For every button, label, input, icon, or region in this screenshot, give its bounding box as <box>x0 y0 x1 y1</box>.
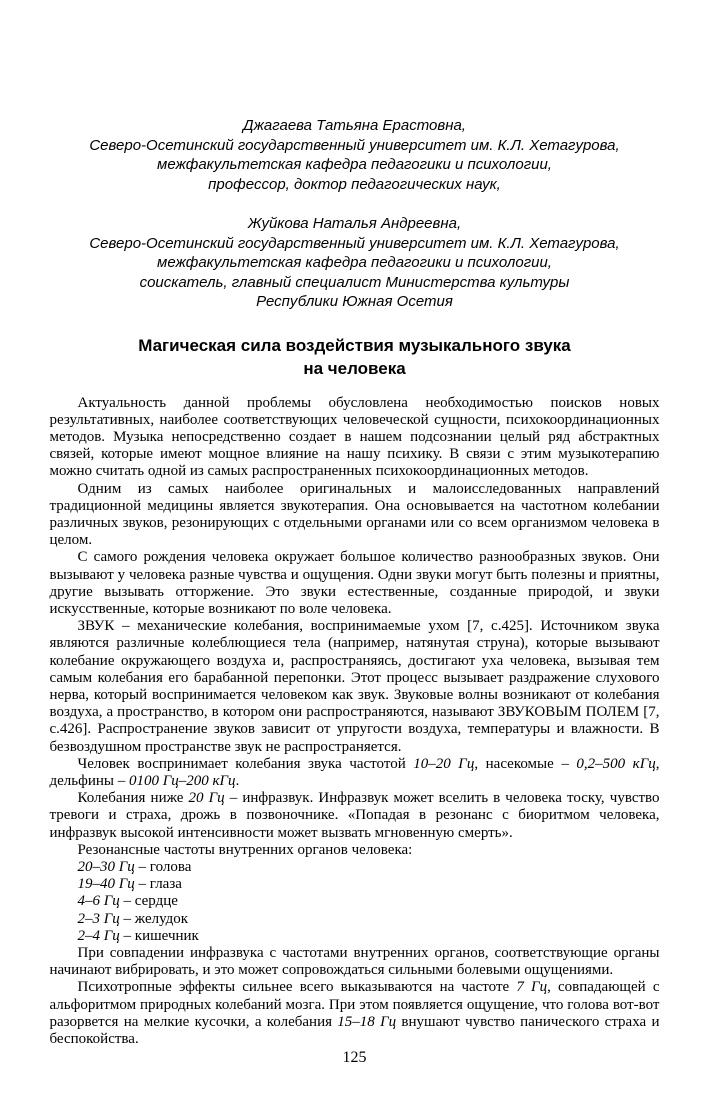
author-2-affiliation: Северо-Осетинский государственный университет им. К.Л. Хетагурова, <box>89 234 620 252</box>
paragraph-infrasound: Колебания ниже 20 Гц – инфразвук. Инфразвук может вселить в человека тоску, чувство тревоги и страха, дрожь в позвоночнике. «Попадая в резонанс с биоритмом человека, инфразвук высокой интенсивности может вызвать мгновенную смерть». <box>49 790 660 841</box>
resonance-list-item-heart: 4–6 Гц – сердце <box>77 893 178 910</box>
page-number: 125 <box>342 1049 367 1066</box>
paragraph-resonance-intro: Резонансные частоты внутренних органов человека: <box>77 841 413 858</box>
author-2-name: Жуйкова Наталья Андреевна, <box>247 215 462 232</box>
paragraph-psychotropic-effects: Психотропные эффекты сильнее всего выказываются на частоте 7 Гц, совпадающей с альфоритмом природных колебаний мозга. При этом появляется ощущение, что голова вот-вот разорвется на мелкие кусочки, а колебания 15–18 Гц внушают чувство панического страха и беспокойства. <box>49 979 660 1048</box>
paragraph-sounds-around: С самого рождения человека окружает большое количество разнообразных звуков. Они вызывают у человека разные чувства и ощущения. Одни звуки могут быть полезны и приятны, другие вызывать отторжение. Это звуки естественные, созданные природой, и звуки искусственные, которые возникают по воле человека. <box>49 549 660 617</box>
author-2-region: Республики Южная Осетия <box>256 293 453 310</box>
article-title-line-1: Магическая сила воздействия музыкального звука <box>138 335 571 355</box>
author-1-name: Джагаева Татьяна Ерастовна, <box>243 117 466 134</box>
resonance-list-item-eyes: 19–40 Гц – глаза <box>77 876 182 893</box>
paragraph-sound-definition: ЗВУК – механические колебания, воспринимаемые ухом [7, с.425]. Источником звука являются различные колеблющиеся тела (например, натянутая струна), которые вызывают колебание окружающего воздуха и, распространяясь, достигают уха человека, вызывая тем самым колебания его барабанной перепонки. Этот процесс вызывает раздражение слухового нерва, который воспринимается человеком как звук. Звуковые волны возникают от колебания воздуха, а пространство, в котором они распространяются, называют ЗВУКОВЫМ ПОЛЕМ [7, с.426]. Распространение звуков зависит от упругости воздуха, температуры и влажности. В безвоздушном пространстве звук не распространяется. <box>49 618 660 755</box>
article-title-line-2: на человека <box>303 358 406 378</box>
paragraph-sound-therapy: Одним из самых наиболее оригинальных и малоисследованных направлений традиционной медицины является звукотерапия. Она основывается на частотном колебании различных звуков, резонирующих с отдельными органами или со всем организмом человека в целом. <box>49 480 660 549</box>
author-2-department: межфакультетская кафедра педагогики и психологии, <box>157 254 552 271</box>
paragraph-vibration-effect: При совпадении инфразвука с частотами внутренних органов, соответствующие органы начинают вибрировать, и это может сопровождаться сильными болевыми ощущениями. <box>49 945 660 979</box>
resonance-list-item-intestine: 2–4 Гц – кишечник <box>77 927 199 944</box>
author-block-2 <box>0 214 709 312</box>
paragraph-relevance: Актуальность данной проблемы обусловлена необходимостью поисков новых результативных, наиболее соответствующих человеческой сущности, психокоординационных методов. Музыка непосредственно создает в нашем подсознании целый ряд абстрактных связей, которые имеют мощное влияние на нашу психику. В связи с этим музыкотерапию можно считать одной из самых распространенных психокоординационных методов. <box>49 394 660 480</box>
author-1-affiliation: Северо-Осетинский государственный университет им. К.Л. Хетагурова, <box>89 136 620 154</box>
author-2-position: соискатель, главный специалист Министерства культуры <box>139 273 570 291</box>
author-1-position: профессор, доктор педагогических наук, <box>208 175 501 193</box>
paragraph-hearing-ranges: Человек воспринимает колебания звука частотой 10–20 Гц, насекомые – 0,2–500 кГц, дельфины – 0100 Гц–200 кГц. <box>49 755 660 789</box>
resonance-list-item-stomach: 2–3 Гц – желудок <box>77 910 189 927</box>
resonance-list-item-head: 20–30 Гц – голова <box>77 858 192 875</box>
article-title <box>0 334 709 380</box>
article-body <box>50 395 660 1049</box>
author-1-department: межфакультетская кафедра педагогики и психологии, <box>157 156 552 173</box>
author-block-1 <box>0 116 709 194</box>
